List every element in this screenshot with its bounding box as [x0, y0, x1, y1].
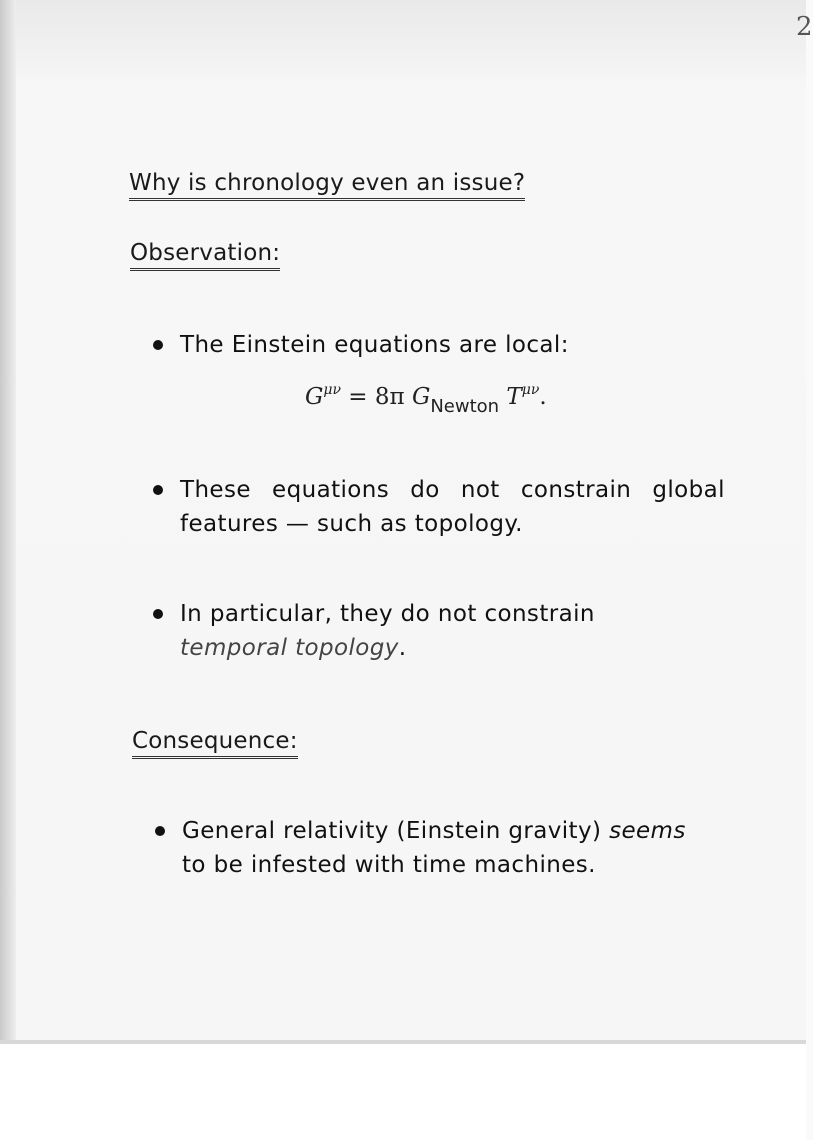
- bullet-line: to be infested with time machines.: [182, 852, 596, 878]
- emphasis-text: temporal topology: [180, 635, 399, 661]
- eq-end: .: [539, 384, 547, 410]
- period: .: [398, 635, 407, 661]
- word: constrain: [520, 477, 632, 503]
- title-heading-text: Why is chronology even an issue?: [129, 170, 525, 201]
- word: global: [652, 477, 725, 503]
- word: do: [410, 477, 440, 503]
- word: not: [460, 477, 500, 503]
- bullet-text: [180, 597, 595, 665]
- bullet-line: features — such as topology.: [180, 511, 523, 537]
- scan-bottom-edge: [0, 1040, 806, 1044]
- bullet-line: [180, 631, 595, 665]
- bullet-line: [182, 814, 732, 848]
- bullet-dot-icon: [153, 485, 163, 495]
- eq-g: G: [411, 384, 431, 410]
- bullet-text: [180, 473, 725, 541]
- observation-heading: [130, 240, 280, 271]
- consequence-heading: [132, 728, 298, 759]
- word: equations: [272, 477, 390, 503]
- bullet-text: [182, 814, 732, 882]
- bullet-dot-icon: [155, 826, 165, 836]
- consequence-heading-text: Consequence:: [132, 728, 298, 759]
- title-heading: [129, 170, 525, 201]
- einstein-equation: [305, 382, 547, 417]
- bullet-dot-icon: [153, 340, 163, 350]
- bullet-line: [180, 473, 725, 507]
- eq-t-sup: μν: [521, 382, 540, 398]
- scan-left-edge: [0, 0, 16, 1044]
- word: These: [180, 477, 251, 503]
- eq-t: T: [499, 384, 522, 410]
- eq-lhs: G: [305, 384, 324, 410]
- bullet-line: In particular, they do not constrain: [180, 601, 595, 627]
- observation-heading-text: Observation:: [130, 240, 280, 271]
- page-number: 2: [796, 12, 813, 42]
- eq-lhs-sup: μν: [323, 382, 341, 398]
- bullet-text: The Einstein equations are local:: [180, 332, 569, 358]
- bullet-dot-icon: [153, 609, 163, 619]
- emphasis-text: seems: [609, 818, 686, 844]
- eq-equals: = 8π: [340, 384, 412, 410]
- line-text: General relativity (Einstein gravity): [182, 818, 610, 844]
- eq-g-sub: Newton: [430, 396, 500, 417]
